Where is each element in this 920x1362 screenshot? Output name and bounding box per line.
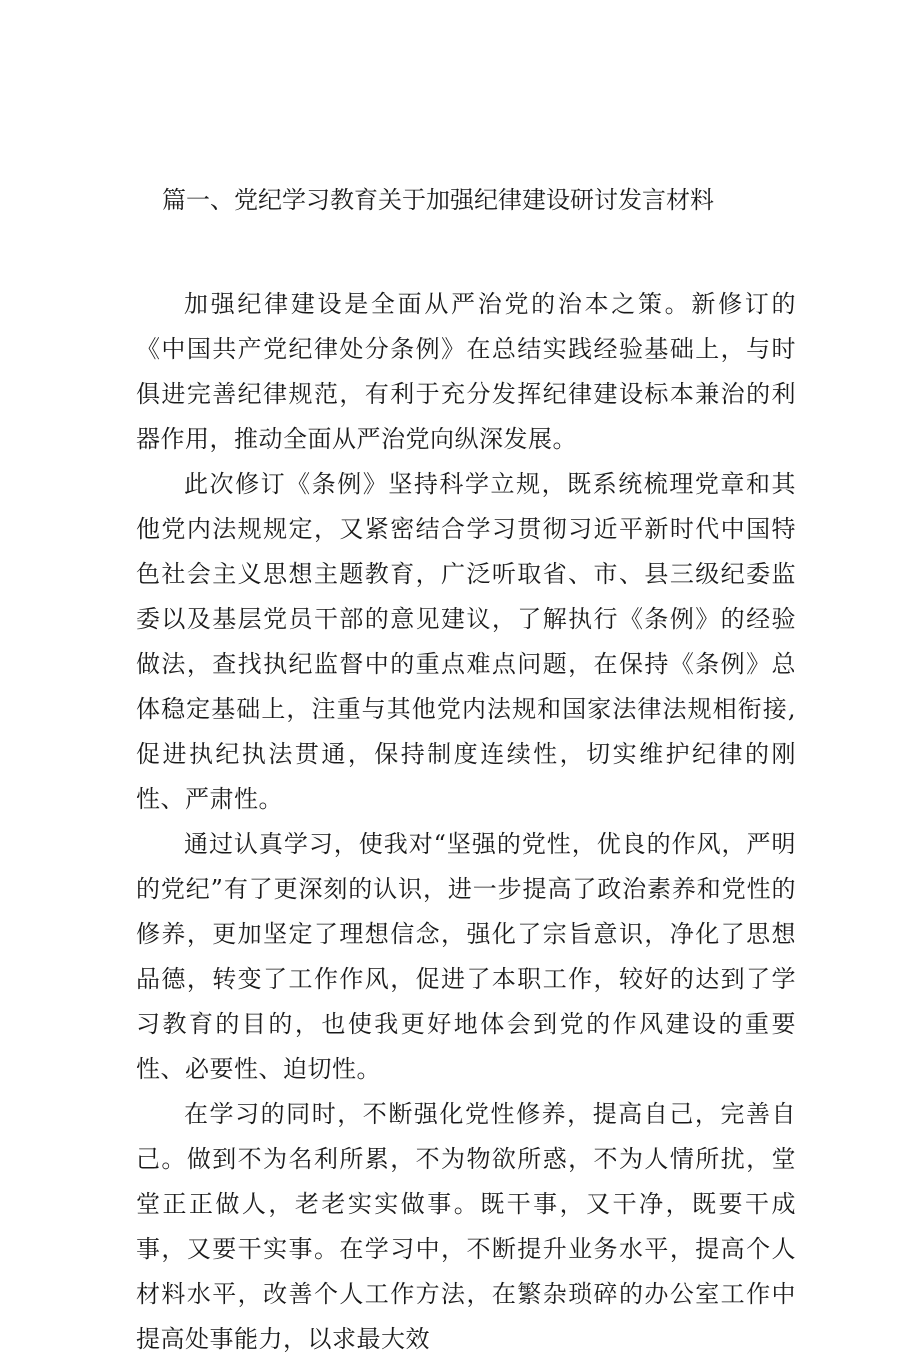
document-title: 篇一、党纪学习教育关于加强纪律建设研讨发言材料 xyxy=(162,186,714,214)
paragraph: 加强纪律建设是全面从严治党的治本之策。新修订的《中国共产党纪律处分条例》在总结实践经验基础上，与时俱进完善纪律规范，有利于充分发挥纪律建设标本兼治的利器作用，推动全面从严治党向纵深发展。 xyxy=(136,290,796,453)
paragraph: 通过认真学习，使我对“坚强的党性，优良的作风，严明的党纪”有了更深刻的认识，进一步提高了政治素养和党性的修养，更加坚定了理想信念，强化了宗旨意识，净化了思想品德，转变了工作作风，促进了本职工作，较好的达到了学习教育的目的，也使我更好地体会到党的作风建设的重要性、必要性、迫切性。 xyxy=(136,830,796,1083)
paragraph: 在学习的同时，不断强化党性修养，提高自己，完善自己。做到不为名利所累，不为物欲所惑，不为人情所扰，堂堂正正做人，老老实实做事。既干事，又干净，既要干成事，又要干实事。在学习中，不断提升业务水平，提高个人材料水平，改善个人工作方法，在繁杂琐碎的办公室工作中提高处事能力，以求最大效 xyxy=(136,1100,796,1353)
paragraph: 此次修订《条例》坚持科学立规，既系统梳理党章和其他党内法规规定，又紧密结合学习贯彻习近平新时代中国特色社会主义思想主题教育，广泛听取省、市、县三级纪委监委以及基层党员干部的意见建议，了解执行《条例》的经验做法，查找执纪监督中的重点难点问题，在保持《条例》总体稳定基础上，注重与其他党内法规和国家法律法规相衔接,促进执纪执法贯通，保持制度连续性，切实维护纪律的刚性、严肃性。 xyxy=(136,470,796,813)
document-body xyxy=(136,282,796,1362)
